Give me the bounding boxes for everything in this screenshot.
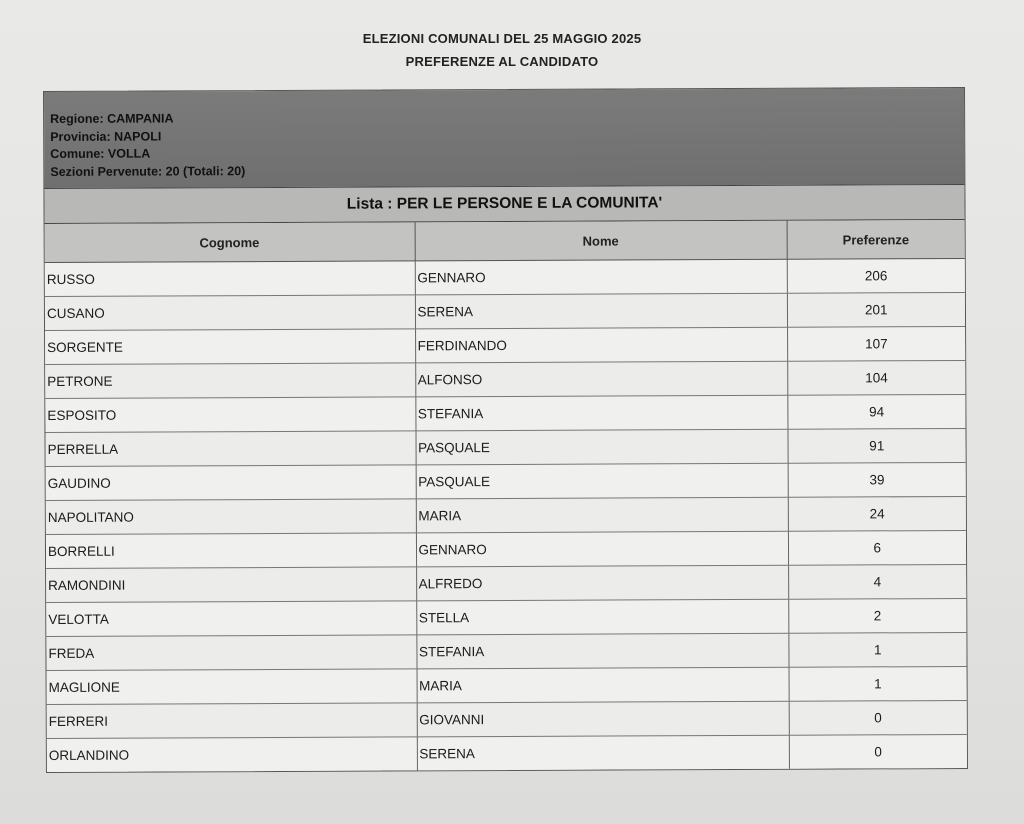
provincia-label: Provincia: NAPOLI <box>50 128 162 144</box>
document-heading <box>0 27 1004 73</box>
cell-cognome: MAGLIONE <box>47 669 417 705</box>
cell-cognome: VELOTTA <box>46 601 416 637</box>
table-body <box>45 258 967 772</box>
cell-nome: MARIA <box>416 497 788 533</box>
table-header-row <box>45 220 965 263</box>
cell-cognome: PETRONE <box>45 363 415 399</box>
table-row <box>47 734 967 772</box>
cell-cognome: GAUDINO <box>46 465 416 501</box>
cell-cognome: RAMONDINI <box>46 567 416 603</box>
preferences-table <box>45 220 967 772</box>
table-row <box>45 292 965 330</box>
cell-preferenze: 0 <box>789 700 967 735</box>
cell-preferenze: 1 <box>789 666 967 701</box>
table-row <box>45 326 965 364</box>
table-row <box>46 496 966 534</box>
cell-cognome: BORRELLI <box>46 533 416 569</box>
table-row <box>46 564 966 602</box>
cell-preferenze: 104 <box>787 360 965 395</box>
cell-nome: STEFANIA <box>415 395 787 431</box>
table-row <box>45 428 965 466</box>
cell-nome: SERENA <box>415 293 787 329</box>
cell-nome: PASQUALE <box>415 429 787 465</box>
cell-preferenze: 6 <box>788 530 966 565</box>
cell-cognome: NAPOLITANO <box>46 499 416 535</box>
cell-nome: FERDINANDO <box>415 327 787 363</box>
cell-cognome: ORLANDINO <box>47 737 417 772</box>
cell-preferenze: 24 <box>788 496 966 531</box>
cell-preferenze: 91 <box>787 428 965 463</box>
cell-preferenze: 201 <box>787 292 965 327</box>
cell-preferenze: 4 <box>788 564 966 599</box>
cell-cognome: FERRERI <box>47 703 417 739</box>
cell-preferenze: 107 <box>787 326 965 361</box>
cell-nome: GENNARO <box>415 259 787 295</box>
cell-preferenze: 1 <box>788 632 966 667</box>
cell-nome: MARIA <box>417 667 789 703</box>
table-row <box>45 258 965 296</box>
column-header-cognome: Cognome <box>45 222 415 262</box>
sezioni-label: Sezioni Pervenute: 20 (Totali: 20) <box>50 163 246 179</box>
cell-cognome: SORGENTE <box>45 329 415 365</box>
cell-nome: GENNARO <box>416 531 788 567</box>
cell-preferenze: 0 <box>789 734 967 768</box>
table-row <box>45 360 965 398</box>
document-subtitle: PREFERENZE AL CANDIDATO <box>405 54 599 69</box>
cell-nome: ALFONSO <box>415 361 787 397</box>
cell-nome: ALFREDO <box>416 565 788 601</box>
cell-cognome: PERRELLA <box>45 431 415 467</box>
cell-preferenze: 2 <box>788 598 966 633</box>
table-row <box>47 666 967 704</box>
table-row <box>46 462 966 500</box>
regione-label: Regione: CAMPANIA <box>50 111 174 126</box>
cell-nome: STELLA <box>416 599 788 635</box>
document-title: ELEZIONI COMUNALI DEL 25 MAGGIO 2025 <box>362 31 642 46</box>
table-row <box>46 598 966 636</box>
lista-bar <box>44 185 964 224</box>
cell-preferenze: 39 <box>788 462 966 497</box>
comune-label: Comune: VOLLA <box>50 146 151 161</box>
column-header-preferenze: Preferenze <box>787 220 965 259</box>
cell-cognome: ESPOSITO <box>45 397 415 433</box>
cell-cognome: CUSANO <box>45 295 415 331</box>
cell-preferenze: 94 <box>787 394 965 429</box>
table-row <box>46 530 966 568</box>
cell-cognome: RUSSO <box>45 261 415 297</box>
column-header-nome: Nome <box>415 221 787 261</box>
table-row <box>47 700 967 738</box>
lista-title: Lista : PER LE PERSONE E LA COMUNITA' <box>346 194 663 213</box>
info-panel <box>44 88 964 189</box>
cell-nome: GIOVANNI <box>417 701 789 737</box>
table-row <box>46 632 966 670</box>
table-row <box>45 394 965 432</box>
cell-nome: PASQUALE <box>416 463 788 499</box>
cell-preferenze: 206 <box>787 258 965 293</box>
results-sheet <box>43 87 968 773</box>
cell-nome: STEFANIA <box>416 633 788 669</box>
cell-cognome: FREDA <box>46 635 416 671</box>
cell-nome: SERENA <box>417 735 789 770</box>
